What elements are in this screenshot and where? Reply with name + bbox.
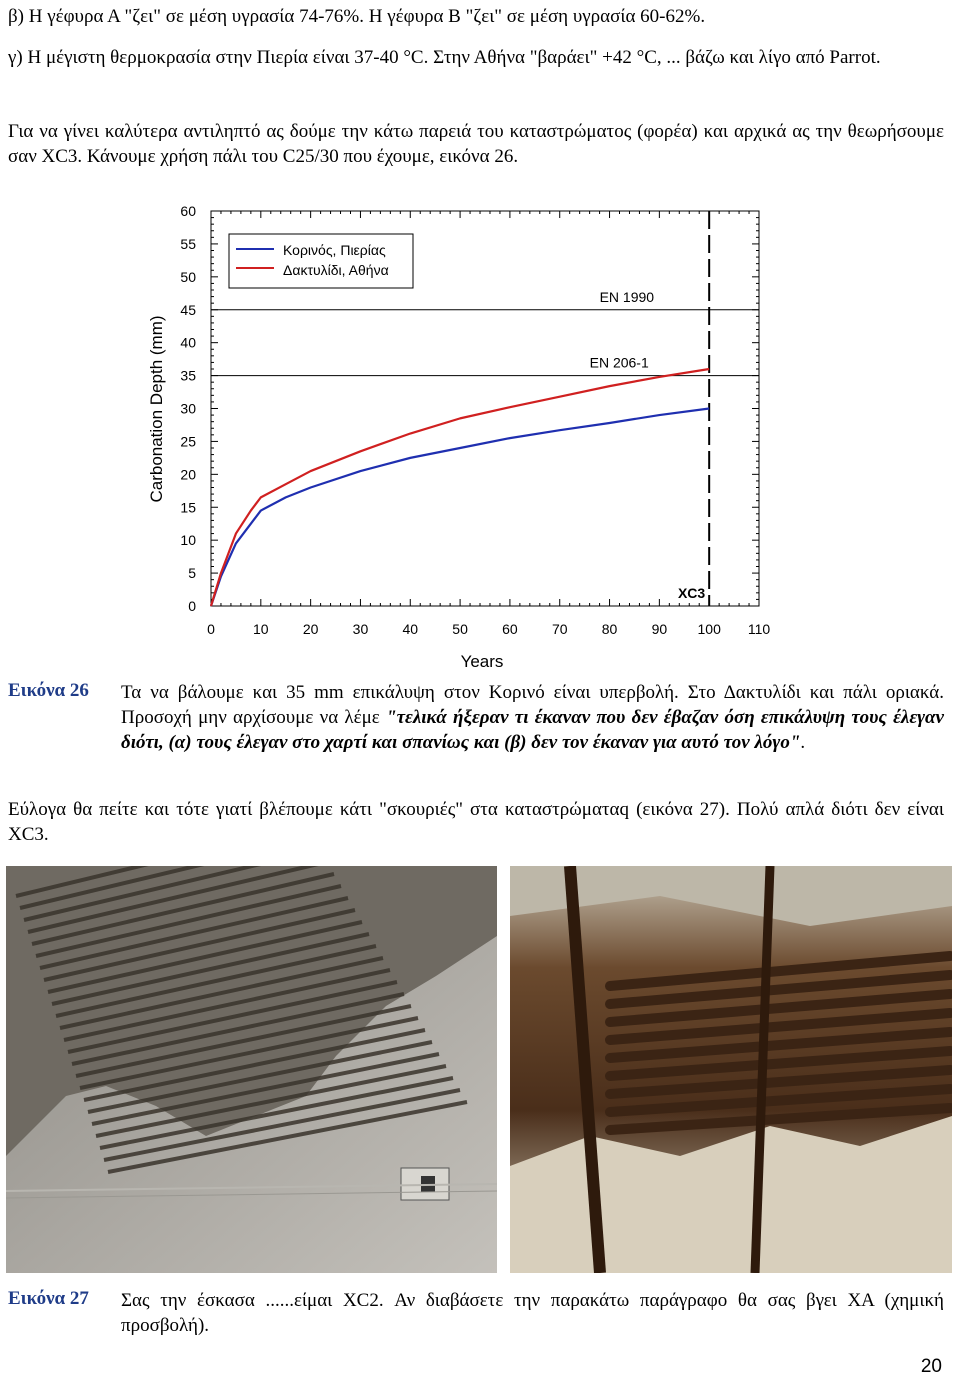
reference-line-label: EN 206-1 bbox=[589, 354, 649, 371]
x-tick-label: 100 bbox=[697, 621, 721, 637]
page-number: 20 bbox=[920, 1356, 942, 1377]
y-tick-label: 0 bbox=[188, 598, 196, 614]
xc3-label: XC3 bbox=[677, 585, 706, 601]
y-axis-label: Carbonation Depth (mm) bbox=[147, 315, 166, 503]
y-tick-label: 10 bbox=[180, 532, 196, 549]
paragraph-1: Για να γίνει καλύτερα αντιληπτό ας δούμε την κάτω παρειά του καταστρώματος (φορέα) και αρχικά ας την θεωρήσουμε σαν XC3. Κάνουμε χρήση πάλι του C25/30 που έχουμε, εικόνα 26. bbox=[8, 121, 944, 167]
line-b: β) Η γέφυρα Α "ζει" σε μέση υγρασία 74-76%. Η γέφυρα Β "ζει" σε μέση υγρασία 60-62%. bbox=[8, 6, 706, 27]
x-tick-label: 60 bbox=[502, 621, 518, 637]
caption-26-plain: Τα να βάλουμε και 35 mm επικάλυψη στον Κορινό είναι υπερβολή. Στο Δακτυλίδι και πάλι οριακά. Προσοχή μην αρχίσουμε να λέμε bbox=[121, 682, 944, 728]
paragraph-2: Εύλογα θα πείτε και τότε γιατί βλέπουμε κάτι "σκουριές" στα καταστρώματαq (εικόνα 27). Πολύ απλά διότι δεν είναι XC3. bbox=[8, 799, 944, 845]
x-tick-label: 70 bbox=[551, 621, 568, 637]
figure-26-label: Εικόνα 26 bbox=[8, 680, 89, 701]
y-tick-label: 5 bbox=[188, 565, 196, 582]
x-tick-label: 80 bbox=[601, 621, 618, 637]
y-tick-label: 55 bbox=[180, 235, 196, 252]
x-tick-label: 30 bbox=[352, 621, 369, 637]
y-tick-label: 20 bbox=[180, 466, 196, 483]
y-tick-label: 35 bbox=[180, 367, 196, 384]
y-tick-label: 60 bbox=[180, 203, 196, 219]
y-tick-labels bbox=[180, 203, 196, 614]
x-axis-label: Years bbox=[460, 652, 504, 671]
y-tick-label: 30 bbox=[180, 400, 196, 417]
photo-corroded-rebars bbox=[510, 866, 952, 1273]
reference-line-label: EN 1990 bbox=[599, 288, 655, 305]
x-tick-label: 10 bbox=[253, 621, 269, 637]
x-tick-label: 90 bbox=[651, 621, 668, 637]
carbonation-chart bbox=[140, 196, 780, 676]
caption-26-end: . bbox=[800, 732, 806, 753]
x-tick-label: 110 bbox=[747, 621, 771, 637]
legend-label-daktylidi: Δακτυλίδι, Αθήνα bbox=[283, 262, 389, 278]
figure-27-caption: Σας την έσκασα ......είμαι XC2. Αν διαβάσετε την παρακάτω παράγραφο θα σας βγει ΧΑ (χημική προσβολή). bbox=[121, 1290, 944, 1336]
series-lines bbox=[211, 369, 709, 606]
x-tick-label: 0 bbox=[207, 621, 215, 637]
x-tick-label: 40 bbox=[402, 621, 419, 637]
y-tick-label: 15 bbox=[180, 499, 196, 516]
series-line-1 bbox=[211, 369, 709, 606]
y-tick-label: 45 bbox=[180, 301, 196, 318]
series-line-0 bbox=[211, 409, 709, 607]
reference-lines bbox=[211, 289, 759, 376]
x-tick-labels bbox=[207, 621, 770, 637]
figure-26-caption bbox=[121, 680, 944, 755]
line-g: γ) Η μέγιστη θερμοκρασία στην Πιερία είναι 37-40 °C. Στην Αθήνα "βαράει" +42 °C, ... βάζω και λίγο από Parrot. bbox=[8, 47, 881, 68]
y-tick-label: 40 bbox=[180, 334, 196, 351]
x-tick-label: 50 bbox=[452, 621, 468, 637]
y-tick-label: 50 bbox=[180, 268, 196, 285]
caption-26-emphasis: "τελικά ήξεραν τι έκαναν που δεν έβαζαν όση επικάλυψη τους έλεγαν διότι, (α) τους έλεγαν στο χαρτί και σπανίως και (β) δεν τον έκαναν για αυτό τον λόγο" bbox=[121, 707, 944, 753]
figure-27-label: Εικόνα 27 bbox=[8, 1288, 89, 1309]
legend bbox=[229, 234, 413, 288]
x-tick-label: 20 bbox=[302, 621, 319, 637]
y-tick-label: 25 bbox=[180, 433, 196, 450]
legend-label-korinos: Κορινός, Πιερίας bbox=[283, 242, 386, 258]
photo-ceiling-spalling bbox=[6, 866, 497, 1273]
